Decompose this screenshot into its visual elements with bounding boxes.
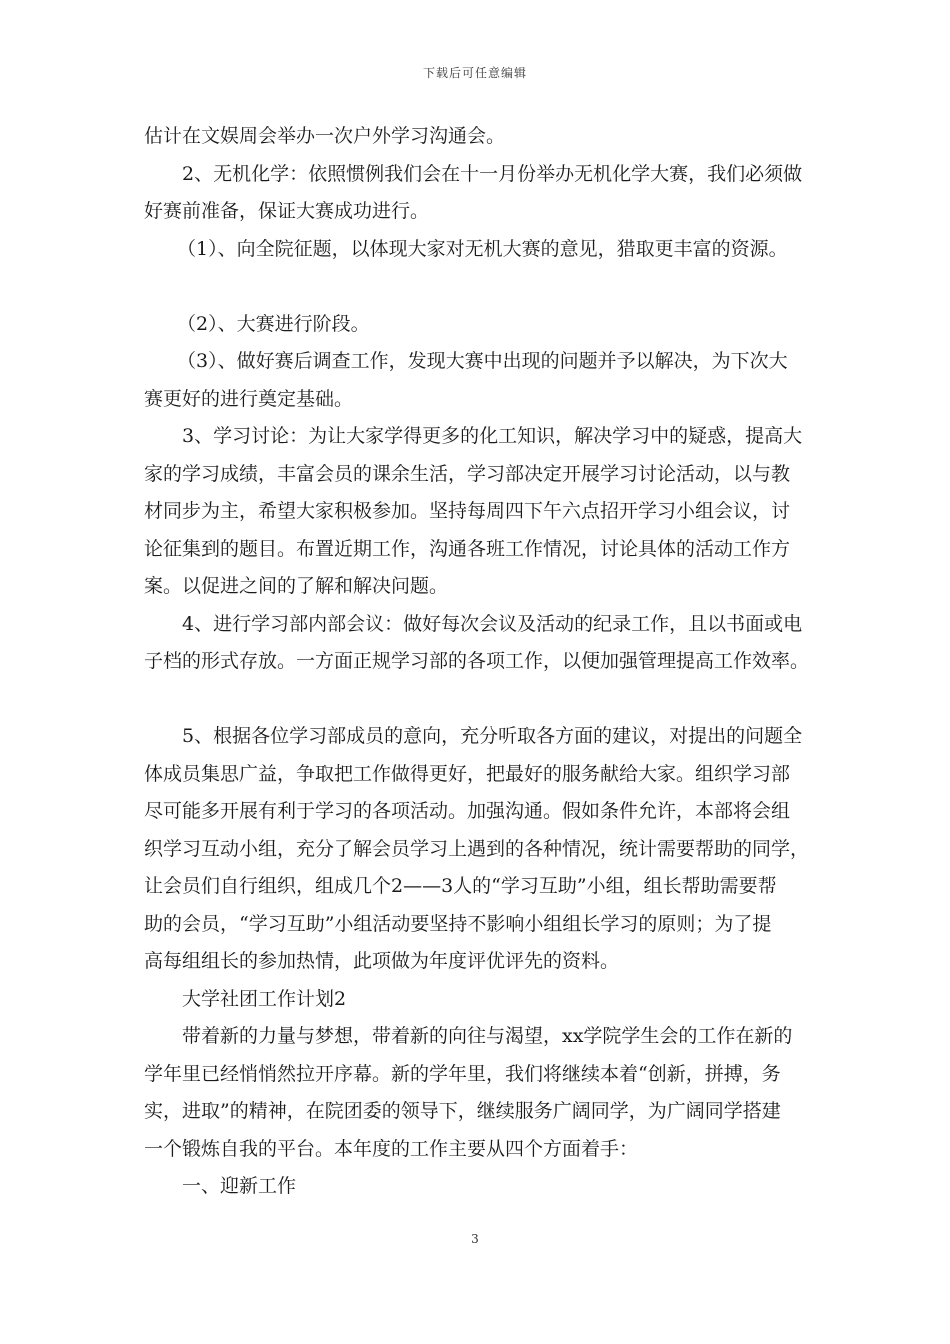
text-line: 实，进取”的精神，在院团委的领导下，继续服务广阔同学，为广阔同学搭建 bbox=[144, 1100, 781, 1122]
text-line: 赛更好的进行奠定基础。 bbox=[144, 387, 354, 410]
text-line: 4、进行学习部内部会议：做好每次会议及活动的纪录工作，且以书面或电 bbox=[182, 612, 803, 635]
text-line: （3）、做好赛后调查工作，发现大赛中出现的问题并予以解决，为下次大 bbox=[177, 350, 788, 372]
text-line: 家的学习成绩，丰富会员的课余生活，学习部决定开展学习讨论活动，以与教 bbox=[144, 462, 791, 485]
text-line: 尽可能多开展有利于学习的各项活动。加强沟通。假如条件允许，本部将会组 bbox=[144, 800, 791, 822]
text-line: 一个锻炼自我的平台。本年度的工作主要从四个方面着手： bbox=[144, 1137, 639, 1160]
text-line: 好赛前准备，保证大赛成功进行。 bbox=[144, 200, 430, 222]
text-line: 体成员集思广益，争取把工作做得更好，把最好的服务献给大家。组织学习部 bbox=[144, 762, 791, 785]
blank-line bbox=[144, 681, 824, 719]
text-line: 织学习互动小组，充分了解会员学习上遇到的各种情况，统计需要帮助的同学， bbox=[144, 837, 810, 860]
text-line: 让会员们自行组织，组成几个2——3人的“学习互助”小组，组长帮助需要帮 bbox=[144, 875, 777, 897]
text-line: 估计在文娱周会举办一次户外学习沟通会。 bbox=[144, 125, 506, 147]
text-line: 2、无机化学：依照惯例我们会在十一月份举办无机化学大赛，我们必须做 bbox=[182, 162, 803, 185]
text-line: 助的会员，“学习互助”小组活动要坚持不影响小组组长学习的原则；为了提 bbox=[144, 912, 772, 935]
text-line: 论征集到的题目。布置近期工作，沟通各班工作情况，讨论具体的活动工作方 bbox=[144, 537, 791, 560]
text-line: 子档的形式存放。一方面正规学习部的各项工作，以便加强管理提高工作效率。 bbox=[144, 650, 810, 672]
text-line: 高每组组长的参加热情，此项做为年度评优评先的资料。 bbox=[144, 950, 620, 972]
text-line: 带着新的力量与梦想，带着新的向往与渴望，xx学院学生会的工作在新的 bbox=[182, 1025, 793, 1047]
text-line: 学年里已经悄悄然拉开序幕。新的学年里，我们将继续本着“创新，拼搏，务 bbox=[144, 1062, 781, 1085]
text-line: （1）、向全院征题，以体现大家对无机大赛的意见，猎取更丰富的资源。 bbox=[177, 237, 788, 260]
text-line: 材同步为主，希望大家积极参加。坚持每周四下午六点招开学习小组会议，讨 bbox=[144, 500, 791, 522]
text-line: （2）、大赛进行阶段。 bbox=[177, 312, 370, 335]
document-body bbox=[144, 118, 824, 1206]
blank-line bbox=[144, 268, 824, 306]
section-title: 大学社团工作计划2 bbox=[182, 987, 347, 1010]
text-line: 案。以促进之间的了解和解决问题。 bbox=[144, 575, 449, 597]
section-heading: 一、迎新工作 bbox=[182, 1175, 297, 1197]
text-line: 5、根据各位学习部成员的意向，充分听取各方面的建议，对提出的问题全 bbox=[182, 725, 803, 747]
page-header: 下载后可任意编辑 bbox=[422, 66, 527, 80]
page-number: 3 bbox=[471, 1232, 479, 1246]
text-line: 3、学习讨论：为让大家学得更多的化工知识，解决学习中的疑惑，提高大 bbox=[182, 425, 803, 447]
